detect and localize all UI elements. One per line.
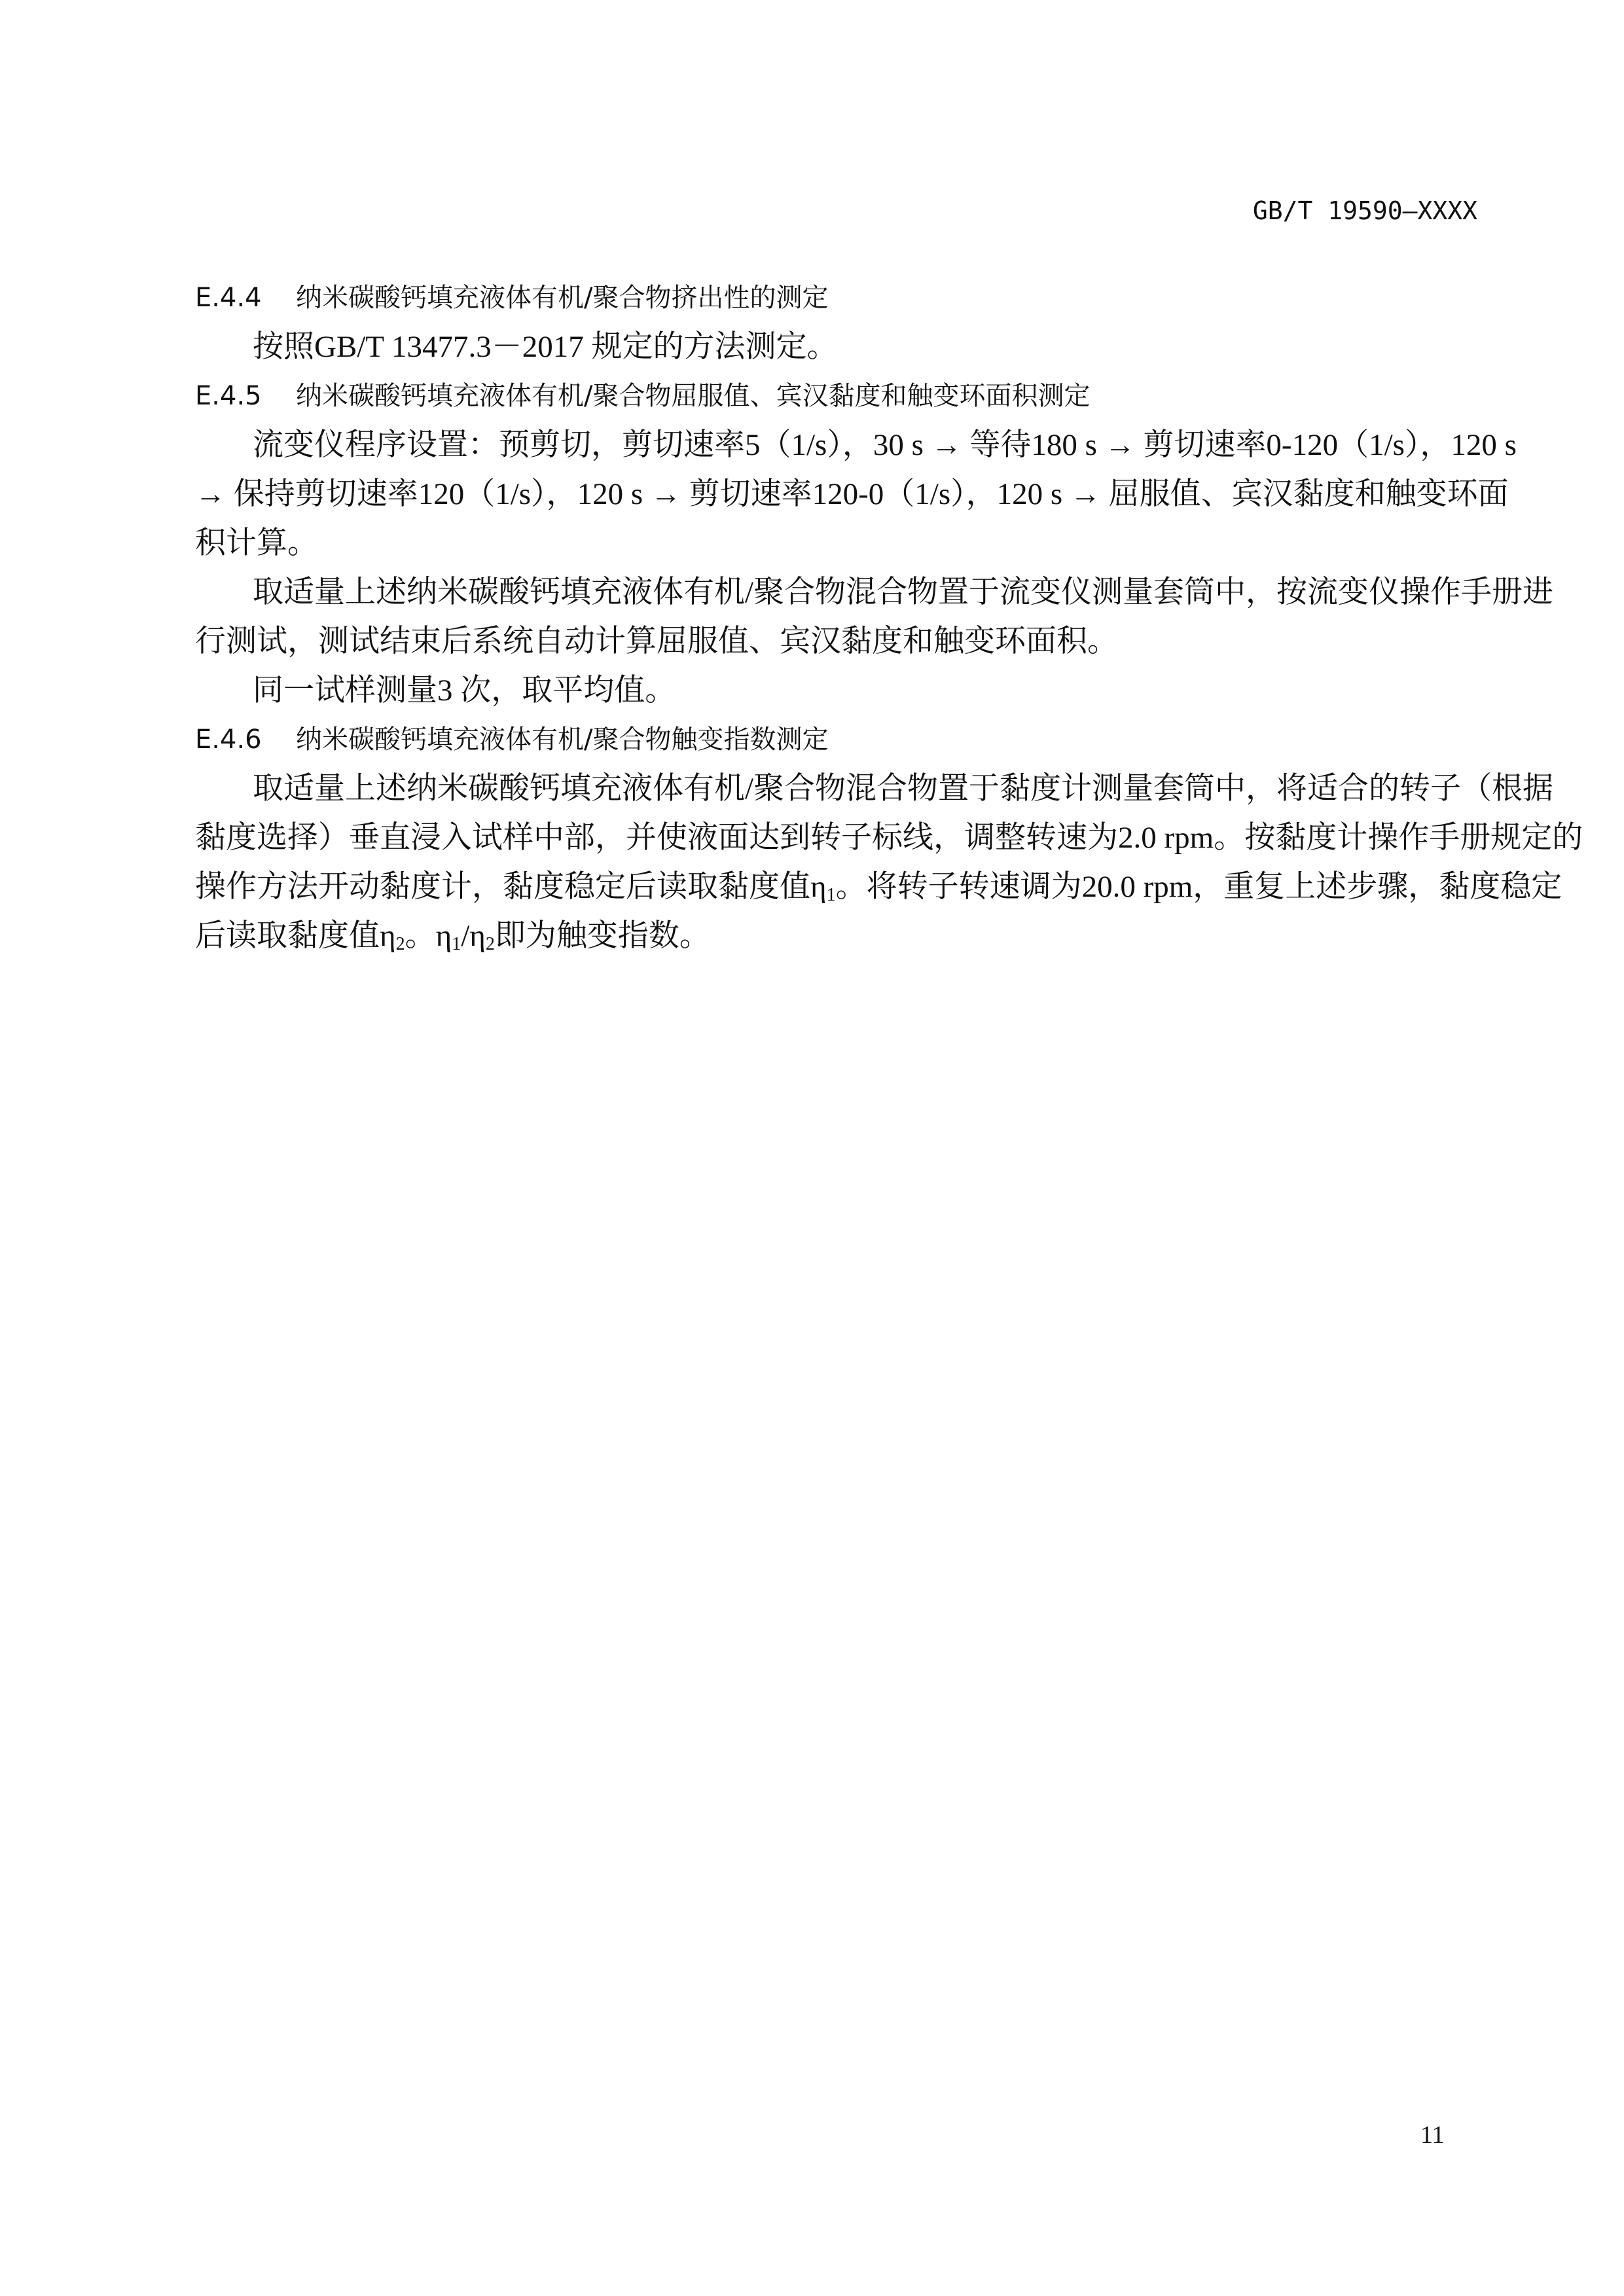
paragraph-line: 取适量上述纳米碳酸钙填充液体有机/聚合物混合物置于流变仪测量套筒中，按流变仪操作手册进 (253, 575, 1554, 609)
document-code: GB/T 19590—XXXX (1252, 196, 1477, 225)
paragraph-line: 同一试样测量3 次，取平均值。 (253, 673, 676, 708)
paragraph-line: 取适量上述纳米碳酸钙填充液体有机/聚合物混合物置于黏度计测量套筒中，将适合的转子（根据 (253, 772, 1554, 806)
paragraph-line: 积计算。 (195, 526, 318, 560)
page-content (195, 274, 1583, 961)
page-number: 11 (1420, 2121, 1445, 2149)
paragraph-line: 行测试，测试结束后系统自动计算屈服值、宾汉黏度和触变环面积。 (195, 624, 1118, 658)
paragraph-line: 按照GB/T 13477.3－2017 规定的方法测定。 (253, 330, 838, 364)
paragraph-line: 流变仪程序设置：预剪切，剪切速率5（1/s），30 s → 等待180 s → 剪切速率0-120（1/s），120 s (253, 428, 1517, 462)
paragraph-line: 后读取黏度值$\eta_2$。$\eta_1/\eta_2$即为触变指数。 (195, 919, 710, 954)
paragraph-line: 操作方法开动黏度计，黏度稳定后读取黏度值$\eta_1$。将转子转速调为20.0 rpm，重复上述步骤，黏度稳定 (195, 870, 1562, 905)
section-heading-e46: E.4.6 纳米碳酸钙填充液体有机/聚合物触变指数测定 (195, 725, 829, 755)
section-heading-e44: E.4.4 纳米碳酸钙填充液体有机/聚合物挤出性的测定 (195, 283, 829, 313)
paragraph-line: → 保持剪切速率120（1/s），120 s → 剪切速率120-0（1/s），120 s → 屈服值、宾汉黏度和触变环面 (195, 477, 1509, 511)
paragraph-line: 黏度选择）垂直浸入试样中部，并使液面达到转子标线，调整转速为2.0 rpm。按黏度计操作手册规定的 (195, 821, 1583, 855)
section-heading-e45: E.4.5 纳米碳酸钙填充液体有机/聚合物屈服值、宾汉黏度和触变环面积测定 (195, 381, 1091, 411)
